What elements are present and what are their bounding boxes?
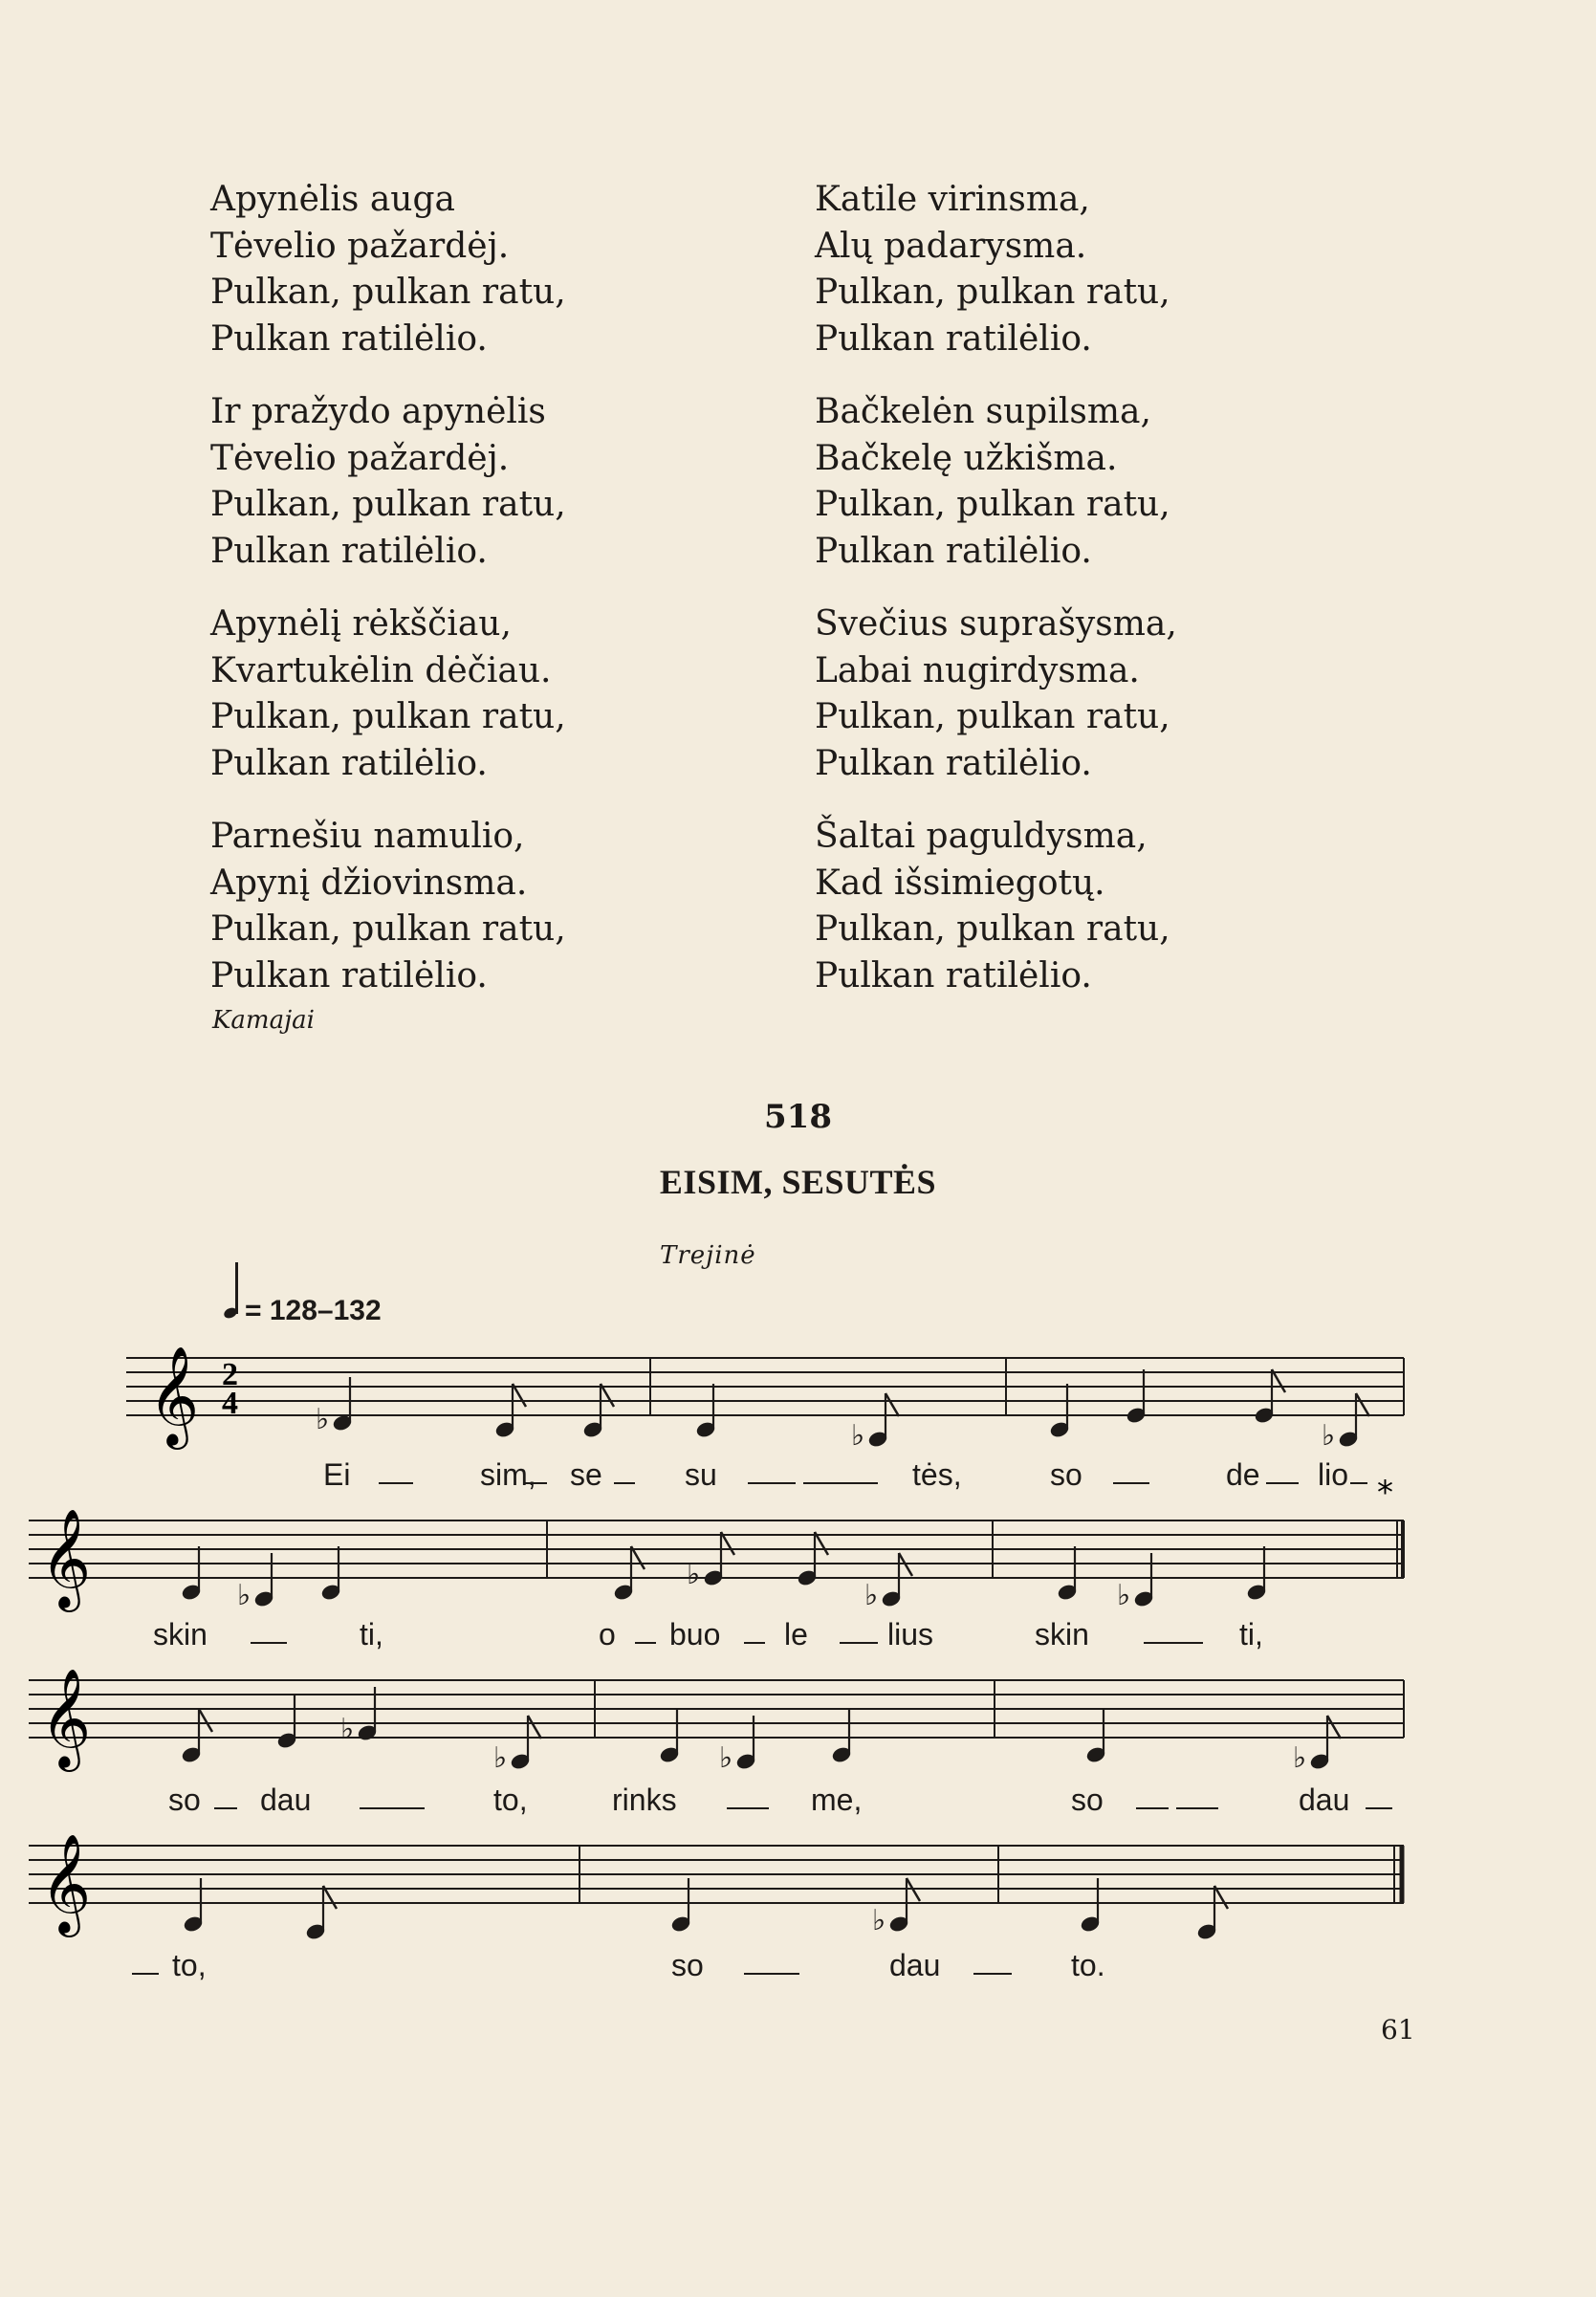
verse-line: Pulkan ratilėlio. (210, 955, 488, 995)
tempo-value: = 128–132 (245, 1295, 382, 1326)
lyric-syllable: to, (493, 1783, 528, 1817)
flat-sign-icon: ♭ (687, 1558, 701, 1591)
verse-line: Tėvelio pažardėj. (210, 438, 510, 478)
staff-system-2 (29, 1520, 1404, 1578)
note-flag (199, 1709, 212, 1732)
lyric-syllable: lius (887, 1617, 934, 1652)
verse-line: Alų padarysma. (815, 226, 1087, 266)
footnote-mark: * (1377, 1474, 1393, 1512)
lyric-syllable: so (1071, 1783, 1104, 1817)
verse-line: Apynėlis auga (210, 180, 455, 219)
verse-line: Pulkan ratilėlio. (210, 743, 488, 783)
verse-line: Pulkan, pulkan ratu, (815, 485, 1170, 524)
flat-sign-icon: ♭ (1322, 1419, 1336, 1453)
verse-line: Svečius suprašysma, (815, 604, 1177, 644)
flat-sign-icon: ♭ (872, 1904, 886, 1937)
verse-line: Bačkelėn supilsma, (815, 392, 1151, 431)
note-heads (181, 1369, 1369, 1940)
treble-clef-icon: 𝄞 (148, 1345, 200, 1446)
verse-line: Pulkan ratilėlio. (210, 318, 488, 359)
treble-clef-icon: 𝄞 (40, 1508, 92, 1608)
time-signature-top: 2 (222, 1357, 238, 1392)
time-signature-bottom: 4 (222, 1386, 238, 1421)
lyrics-system-4 (132, 1948, 1105, 1982)
note-flag (1327, 1716, 1341, 1739)
lyric-syllable: dau (1299, 1783, 1350, 1817)
flat-sign-icon: ♭ (851, 1419, 865, 1453)
verse-line: Apynėlį rėkščiau, (210, 604, 512, 644)
lyric-syllable: su (685, 1457, 717, 1492)
verse-line: Tėvelio pažardėj. (210, 226, 510, 266)
flat-sign-icon: ♭ (493, 1741, 508, 1775)
verse-line: Ir pražydo apynėlis (210, 392, 546, 431)
verse-line: Bačkelę užkišma. (815, 438, 1118, 478)
flat-sign-icon: ♭ (340, 1713, 355, 1746)
verse-line: Pulkan ratilėlio. (815, 743, 1092, 783)
verse-line: Kvartukėlin dėčiau. (210, 650, 552, 690)
verse-line: Pulkan, pulkan ratu, (815, 697, 1170, 736)
lyric-syllable: skin (153, 1617, 208, 1652)
lyrics-system-3 (168, 1783, 1392, 1817)
lyric-syllable: rinks (612, 1783, 677, 1817)
verse-line: Pulkan, pulkan ratu, (210, 909, 566, 949)
lyric-syllable: se (570, 1457, 602, 1492)
staff-system-4 (29, 1846, 1404, 1903)
flat-sign-icon: ♭ (316, 1403, 330, 1436)
verse-line: Labai nugirdysma. (815, 650, 1140, 690)
lyric-syllable: de (1226, 1457, 1260, 1492)
lyric-syllable: tės, (912, 1457, 962, 1492)
flat-sign-icon: ♭ (1293, 1741, 1307, 1775)
lyric-syllable: to, (172, 1948, 207, 1982)
verse-line: Parnešiu namulio, (210, 817, 525, 856)
flat-sign-icon: ♭ (237, 1579, 251, 1612)
lyric-syllable: buo (669, 1617, 721, 1652)
note-flag (528, 1716, 541, 1739)
treble-clef-icon: 𝄞 (40, 1668, 92, 1768)
page-number: 61 (1381, 2014, 1415, 2045)
lyric-syllable: Ei (323, 1457, 351, 1492)
lyric-syllable: dau (889, 1948, 941, 1982)
verse-line: Pulkan, pulkan ratu, (815, 273, 1170, 312)
meter-label: Trejinė (660, 1241, 756, 1270)
verse-line: Pulkan ratilėlio. (815, 318, 1092, 359)
lyrics-system-1 (323, 1457, 1367, 1492)
lyric-syllable: me, (811, 1783, 863, 1817)
verse-line: Apynį džiovinsma. (210, 863, 528, 903)
flat-sign-icon: ♭ (864, 1579, 879, 1612)
flat-sign-icon: ♭ (719, 1741, 733, 1775)
lyric-syllable: sim, (480, 1457, 536, 1492)
note-flag (1356, 1393, 1369, 1416)
treble-clef-icon: 𝄞 (40, 1833, 92, 1934)
note-flag (885, 1393, 899, 1416)
lyrics-system-2 (153, 1617, 1263, 1652)
verse-line: Pulkan ratilėlio. (210, 531, 488, 571)
verse-line: Šaltai paguldysma, (815, 817, 1148, 856)
verse-line: Pulkan, pulkan ratu, (210, 697, 566, 736)
song-number: 518 (764, 1098, 832, 1136)
verse-line: Pulkan, pulkan ratu, (210, 485, 566, 524)
verse-line: Pulkan ratilėlio. (815, 531, 1092, 571)
lyric-syllable: lio (1318, 1457, 1349, 1492)
lyric-syllable: o (599, 1617, 616, 1652)
source-location: Kamajai (212, 1006, 315, 1035)
lyric-syllable: to. (1071, 1948, 1105, 1982)
lyric-syllable: dau (260, 1783, 312, 1817)
verse-line: Kad išsimiegotų. (815, 863, 1105, 903)
staff-system-3 (29, 1680, 1404, 1738)
song-title: EISIM, SESUTĖS (659, 1163, 937, 1201)
lyric-syllable: skin (1035, 1617, 1089, 1652)
lyric-syllable: so (168, 1783, 201, 1817)
verse-line: Katile virinsma, (815, 180, 1090, 219)
verse-line: Pulkan, pulkan ratu, (210, 273, 566, 312)
lyric-syllable: so (671, 1948, 704, 1982)
lyric-syllable: ti, (360, 1617, 383, 1652)
lyric-syllable: le (784, 1617, 808, 1652)
verse-line: Pulkan, pulkan ratu, (815, 909, 1170, 949)
verse-line: Pulkan ratilėlio. (815, 955, 1092, 995)
lyric-syllable: ti, (1239, 1617, 1263, 1652)
lyric-syllable: so (1050, 1457, 1082, 1492)
flat-sign-icon: ♭ (1117, 1579, 1131, 1612)
